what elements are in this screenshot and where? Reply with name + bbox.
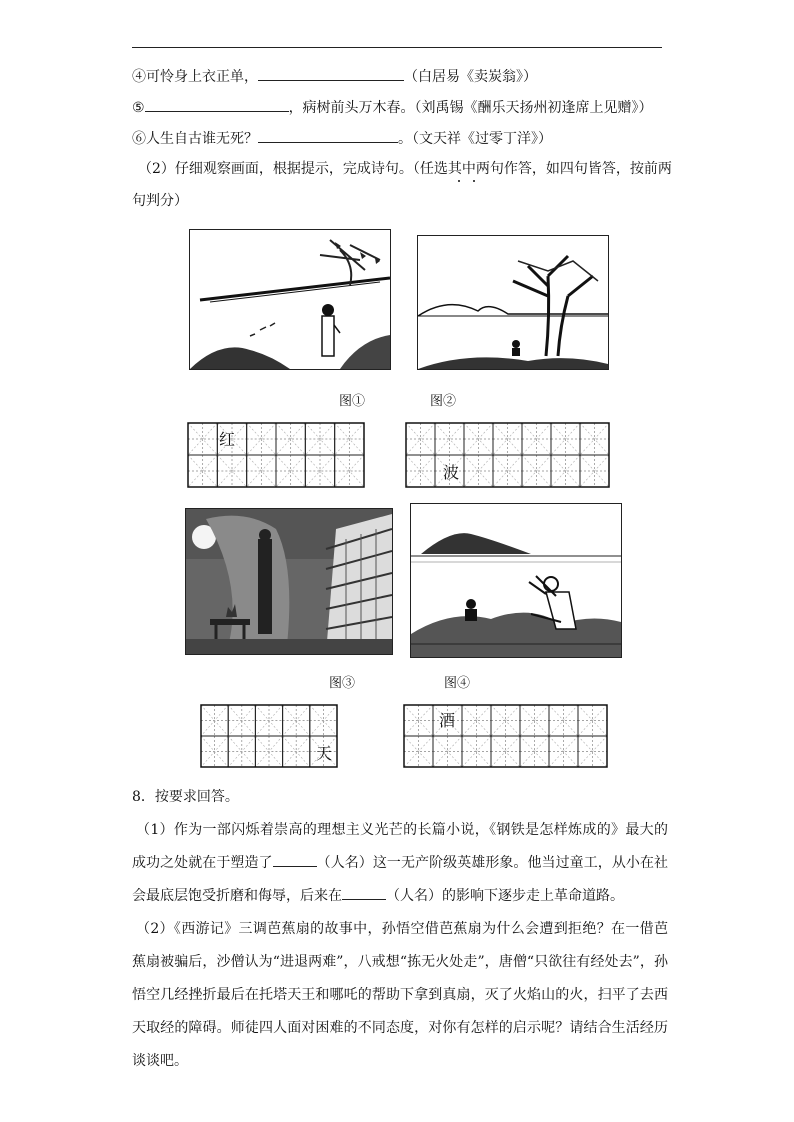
answer-blank-5[interactable] xyxy=(145,97,289,112)
task2-line-2: 句判分） xyxy=(132,193,188,209)
figure-2-illustration xyxy=(418,236,608,369)
figure-3-caption: 图③ xyxy=(329,676,356,691)
figure-1-caption: 图① xyxy=(339,394,366,409)
question-8-title: 8．按要求回答。 xyxy=(132,789,239,805)
poem-5-source: ，病树前头万木春。（刘禹锡《酬乐天扬州初逢席上见赠》） xyxy=(288,100,653,116)
figure-1-illustration xyxy=(190,230,390,369)
poem-line-4 xyxy=(132,66,537,87)
answer-blank-4[interactable] xyxy=(258,66,404,81)
task2-line-1: （2）仔细观察画面，根据提示，完成诗句。（任选其中两句作答，如四句皆答，按前两 xyxy=(138,161,672,177)
answer-blank-name-2[interactable] xyxy=(342,885,386,900)
figure-4-image xyxy=(410,503,622,658)
question-8-part-2: （2）《西游记》三调芭蕉扇的故事中，孙悟空借芭蕉扇为什么会遭到拒绝？在一借芭蕉扇被骗后，沙僧认为“进退两难”，八戒想“拣无火处走”，唐僧“只欲往有经处去”，孙悟空几经挫折最后在托塔天王和哪吒的帮助下拿到真扇，灭了火焰山的火，扫平了去西天取经的障碍。师徒四人面对困难的不同态度，对你有怎样的启示呢？请结合生活经历谈谈吧。 xyxy=(132,921,668,1069)
question-8-part-1 xyxy=(132,814,668,913)
figure-4-illustration xyxy=(411,504,621,657)
figure-2-image xyxy=(417,235,609,370)
poem-4-text: ④可怜身上衣正单， xyxy=(132,69,258,85)
poem-line-6 xyxy=(132,128,552,149)
q8-p1-text-b: （人名）这一无产阶级英雄形象。他当过童工，从小在社会最底层饱受折磨和侮辱，后来在 xyxy=(132,855,669,904)
q8-p1-text-c: （人名）的影响下逐步走上革命道路。 xyxy=(386,888,624,904)
header-rule xyxy=(132,47,662,48)
poem-6-source: 。（文天祥《过零丁洋》） xyxy=(398,131,552,147)
answer-grid-4[interactable] xyxy=(403,704,608,768)
poem-6-text: ⑥人生自古谁无死？ xyxy=(132,131,258,147)
grid-hint-char: 酒 xyxy=(438,711,455,730)
figure-2-caption: 图② xyxy=(430,394,457,409)
poem-5-text: ⑤ xyxy=(132,100,145,116)
q8-p1-text-a: （1）作为一部闪烁着崇高的理想主义光芒的长篇小说，《钢铁是怎样炼成的》最大的成功之处就在于塑造了 xyxy=(132,822,668,871)
emphasis-dot xyxy=(458,180,460,182)
answer-grid-1[interactable] xyxy=(187,422,365,488)
grid-hint-char: 波 xyxy=(442,463,459,482)
figure-1-image xyxy=(189,229,391,370)
answer-blank-name-1[interactable] xyxy=(273,852,317,867)
poem-line-5 xyxy=(132,97,653,118)
answer-grid-2[interactable] xyxy=(405,422,610,488)
figure-3-illustration xyxy=(186,509,392,654)
emphasis-dot xyxy=(473,180,475,182)
figure-4-caption: 图④ xyxy=(444,676,471,691)
poem-4-source: （白居易《卖炭翁》） xyxy=(404,69,537,85)
figure-3-image xyxy=(185,508,393,655)
grid-hint-char: 红 xyxy=(218,430,235,449)
grid-hint-char: 天 xyxy=(315,744,332,763)
grid-lines xyxy=(405,422,610,488)
answer-blank-6[interactable] xyxy=(258,128,398,143)
answer-grid-3[interactable] xyxy=(200,704,338,768)
